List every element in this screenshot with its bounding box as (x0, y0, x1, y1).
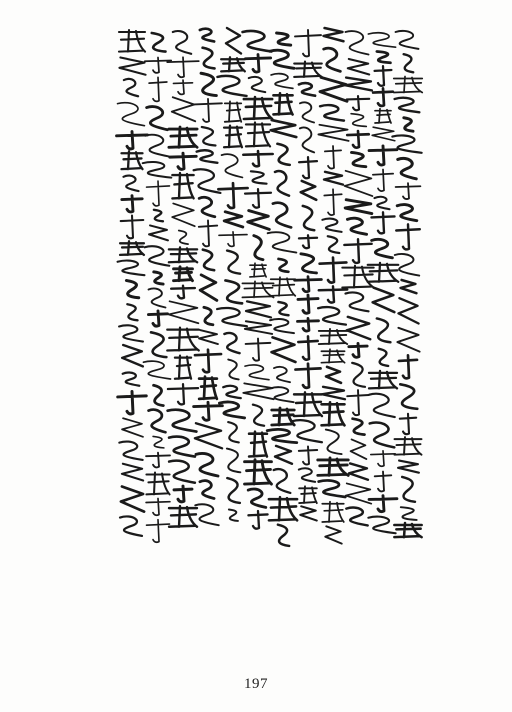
handwritten-manuscript-image (108, 20, 428, 560)
manuscript-column (342, 31, 373, 525)
manuscript-column (392, 31, 422, 537)
manuscript-column (368, 33, 399, 534)
manuscript-column (143, 33, 172, 542)
manuscript-column (194, 29, 223, 526)
manuscript-column (167, 31, 199, 527)
page-number: 197 (244, 676, 268, 692)
manuscript-column (292, 30, 322, 521)
manuscript-column (318, 28, 349, 544)
manuscript-column (242, 31, 273, 529)
manuscript-drawing (108, 20, 428, 560)
manuscript-column (117, 30, 148, 536)
